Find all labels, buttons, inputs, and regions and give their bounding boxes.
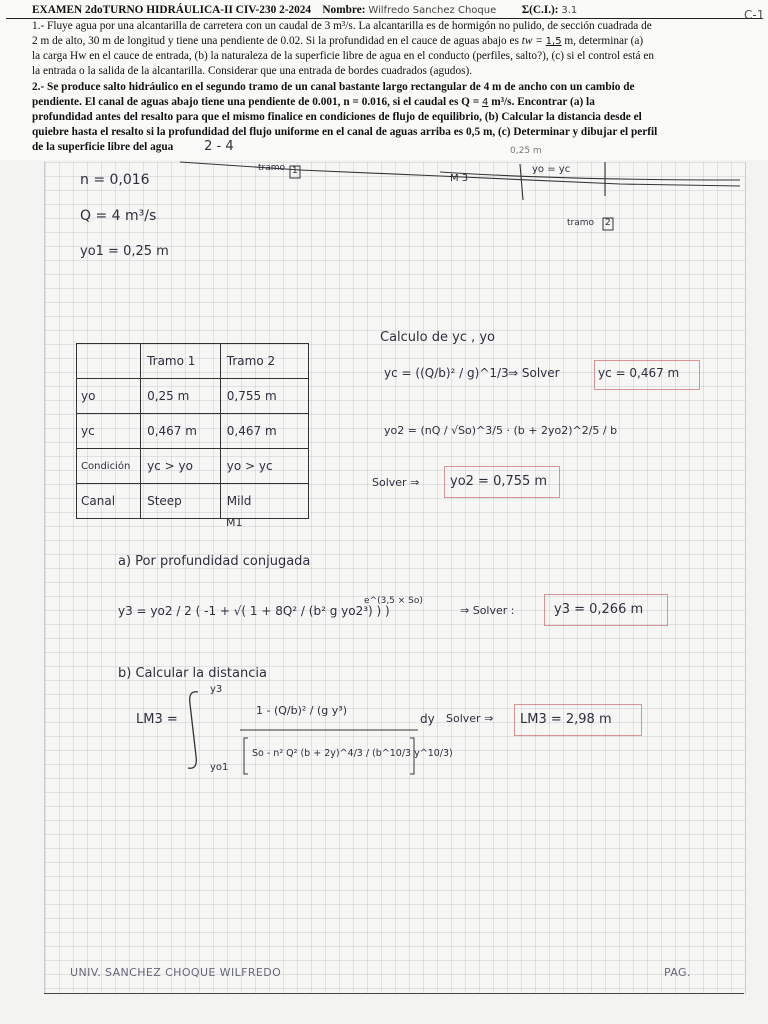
ci-label: Σ(C.I.):	[521, 4, 559, 16]
y3-exponent: e^(3,5 × So)	[364, 596, 423, 606]
tramo1-label: tramo	[258, 163, 286, 173]
table-cell: yc	[77, 414, 141, 449]
table-header-cell: Tramo 2	[220, 344, 308, 379]
q1-line-3: la carga Hw en el cauce de entrada, (b) la naturaleza de la superficie libre de agua en el conducto (perfiles, salto?), (c) si el control está en	[32, 50, 655, 62]
given-q: Q = 4 m³/s	[80, 208, 157, 224]
yo-equals-yc-note: yo = yc	[532, 164, 571, 175]
q2-line-2b: m³/s. Encontrar (a) la	[491, 96, 595, 108]
table-cell: Steep	[141, 484, 221, 519]
student-name: Wilfredo Sanchez Choque	[368, 5, 497, 16]
grade-mark: C-1	[744, 8, 765, 22]
solver-arrow-1: ⇒ Solver	[508, 366, 560, 380]
q1-line-1: 1.- Fluye agua por una alcantarilla de carretera con un caudal de 3 m³/s. La alcantarilla es de hormigón no pulido, de sección cuadrada de	[32, 20, 652, 32]
part-a-heading: a) Por profundidad conjugada	[118, 554, 311, 569]
solver-arrow-2: Solver ⇒	[372, 476, 420, 489]
yo2-result: yo2 = 0,755 m	[450, 474, 548, 489]
profile-m3-label: M 3	[450, 173, 469, 184]
y3-result: y3 = 0,266 m	[554, 602, 644, 617]
table-cell: Canal	[77, 484, 141, 519]
given-n: n = 0,016	[80, 172, 150, 188]
q2-line-1: 2.- Se produce salto hidráulico en el segundo tramo de un canal bastante largo rectangular de 4 m de ancho con un cambio de	[32, 81, 635, 93]
table-cell: 0,25 m	[141, 379, 221, 414]
exam-title-text: EXAMEN 2doTURNO HIDRÁULICA-II CIV-230 2-2024	[32, 4, 312, 16]
q2-line-3: profundidad antes del resalto para que el mismo finalice en condiciones de flujo de equilibrio, (b) Calcular la distancia desde el	[32, 111, 642, 123]
yo2-formula: yo2 = (nQ / √So)^3/5 · (b + 2yo2)^2/5 / b	[384, 424, 618, 437]
table-tag: M1	[226, 516, 243, 529]
tw-value: 1,5	[545, 36, 562, 47]
lm3-result: LM3 = 2,98 m	[520, 712, 612, 727]
tramo1-number: 1	[292, 166, 298, 176]
lm3-upper-limit: y3	[210, 684, 223, 695]
lm3-numerator: 1 - (Q/b)² / (g y³)	[256, 704, 347, 717]
table-cell: Condición	[77, 449, 141, 484]
footer-page-label: PAG.	[664, 966, 691, 979]
tw-label: tw =	[521, 35, 543, 47]
yc-formula: yc = ((Q/b)² / g)^1/3	[384, 366, 509, 380]
table-cell: 0,467 m	[141, 414, 221, 449]
lm3-lhs: LM3 =	[136, 712, 178, 727]
table-cell: 0,755 m	[220, 379, 308, 414]
lm3-denominator: So - n² Q² (b + 2y)^4/3 / (b^10/3 y^10/3)	[252, 748, 453, 759]
ci-value: 3.1	[561, 5, 578, 16]
q1-line-2a: 2 m de alto, 30 m de longitud y tiene una pendiente de 0.02. Si la profundidad en el cauce de aguas abajo es	[32, 35, 519, 47]
footer-rule	[44, 993, 744, 994]
y3-formula: y3 = yo2 / 2 ( -1 + √( 1 + 8Q² / (b² g yo2³) ) )	[118, 604, 390, 618]
tramo2-number: 2	[605, 218, 611, 228]
q2-line-5-text: de la superficie libre del agua	[32, 141, 174, 153]
yc-result: yc = 0,467 m	[598, 366, 680, 380]
q2-line-4: quiebre hasta el resalto si la profundidad del flujo uniforme en el canal de aguas arriba es 0,5 m, (c) Determinar y dibujar el perfil	[32, 126, 658, 138]
table-cell: yo	[77, 379, 141, 414]
table-cell: yo > yc	[220, 449, 308, 484]
depth-note: 0,25 m	[510, 146, 542, 156]
lm3-dy: dy	[420, 712, 435, 726]
table-cell: Mild	[220, 484, 308, 519]
q1-line-2b: m, determinar (a)	[564, 35, 644, 47]
solver-arrow-3: ⇒ Solver :	[460, 604, 515, 617]
integral-sign	[188, 692, 198, 769]
variant-number: 2 - 4	[204, 139, 234, 154]
calc-title: Calculo de yc , yo	[380, 330, 496, 345]
footer-student-name: UNIV. SANCHEZ CHOQUE WILFREDO	[70, 966, 282, 979]
solver-arrow-4: Solver ⇒	[446, 712, 494, 725]
table-cell: 0,467 m	[220, 414, 308, 449]
name-label: Nombre:	[322, 4, 366, 16]
q1-line-4: la entrada o la salida de la alcantarilla. Considerar que una entrada de bordes cuadrados (agudos).	[32, 65, 473, 77]
table-cell: yc > yo	[141, 449, 221, 484]
tramo2-label: tramo	[567, 218, 595, 228]
lm3-lower-limit: yo1	[210, 762, 229, 773]
q-value: 4	[482, 97, 489, 108]
table-header-cell: Tramo 1	[141, 344, 221, 379]
given-yo1: yo1 = 0,25 m	[80, 244, 169, 259]
part-b-heading: b) Calcular la distancia	[118, 666, 267, 681]
q2-line-2a: pendiente. El canal de aguas abajo tiene una pendiente de 0.001, n = 0.016, si el caudal es Q =	[32, 96, 480, 108]
